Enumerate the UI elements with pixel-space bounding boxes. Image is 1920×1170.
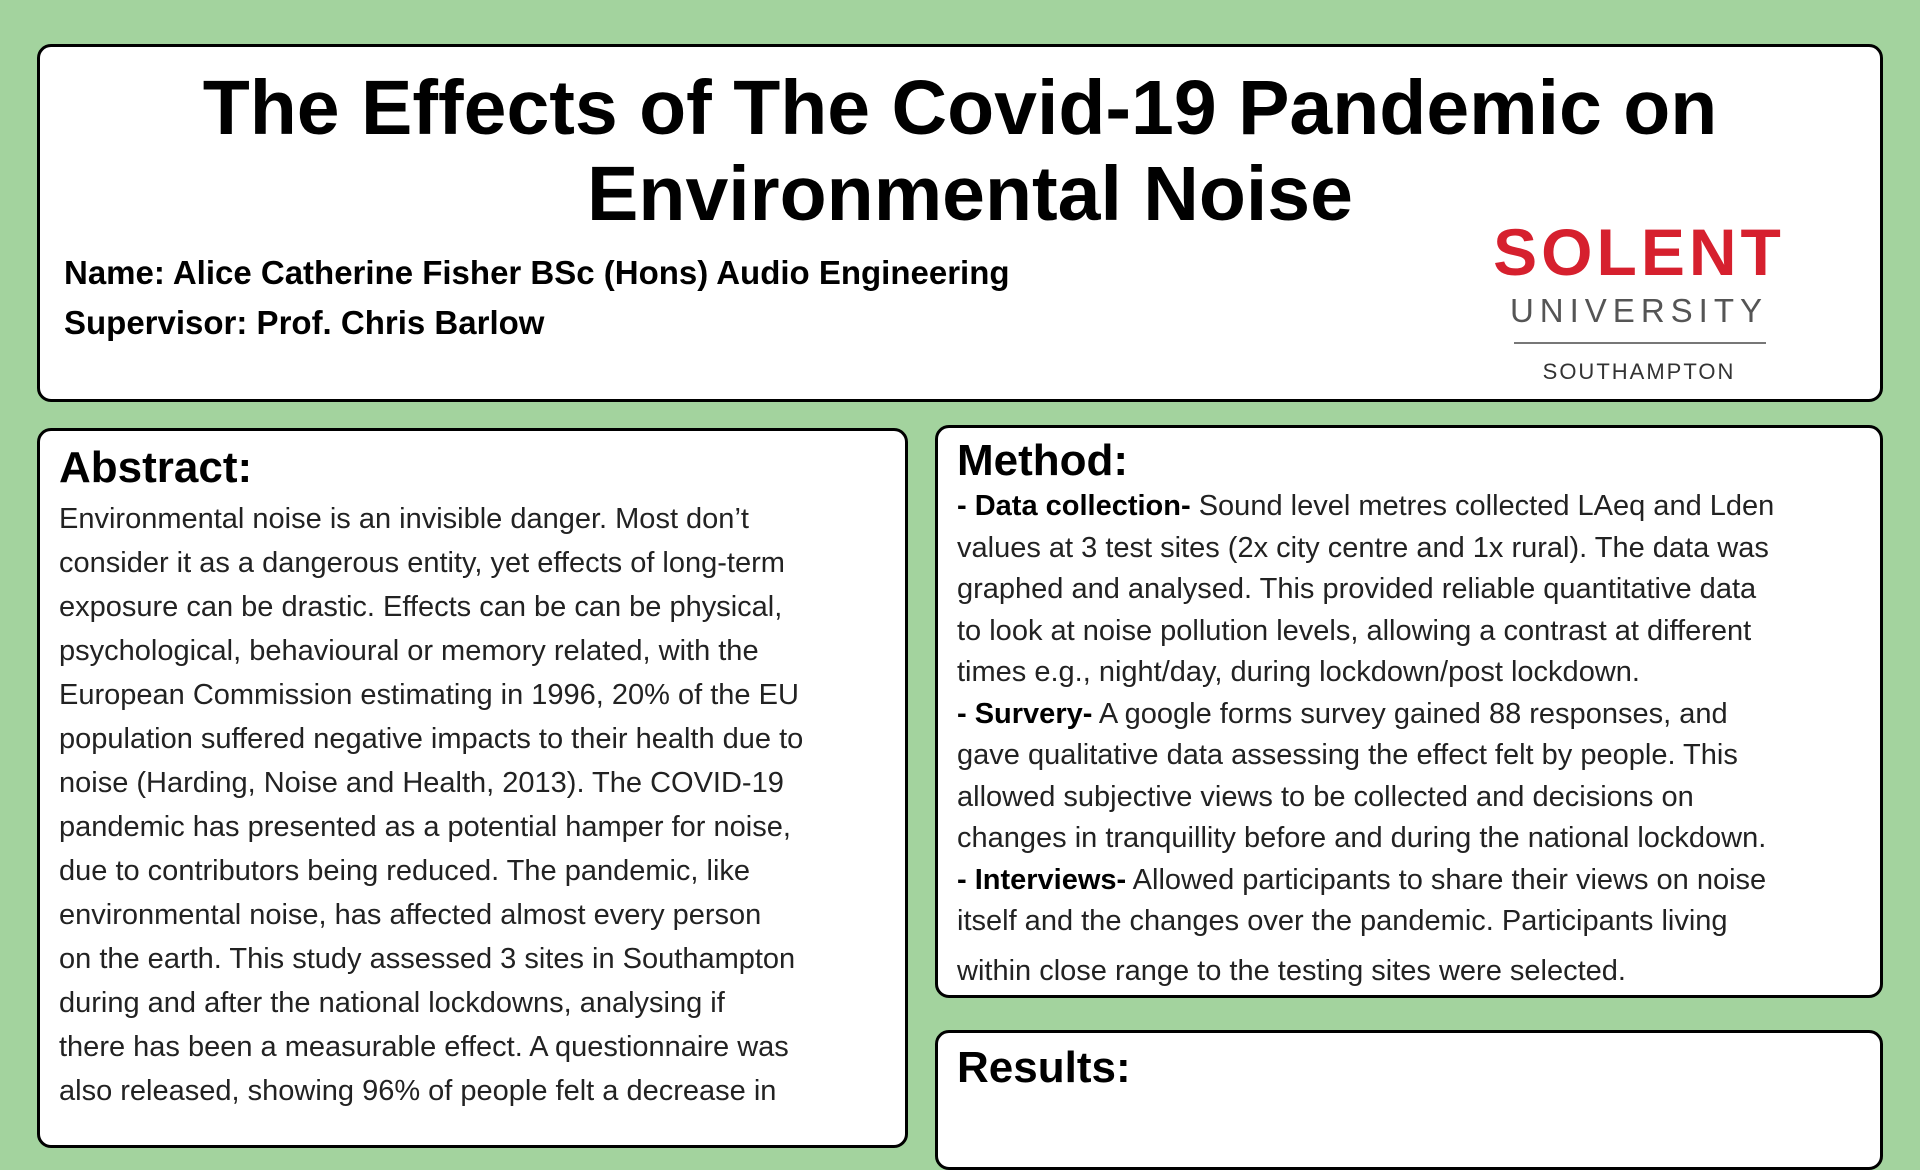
header-panel bbox=[37, 44, 1883, 402]
method-line bbox=[957, 694, 1877, 736]
abstract-line: due to contributors being reduced. The pandemic, like bbox=[59, 855, 751, 887]
method-line-text: Allowed participants to share their views on noise bbox=[1126, 863, 1767, 896]
abstract-line: Environmental noise is an invisible danger. Most don’t bbox=[59, 503, 749, 535]
abstract-line: consider it as a dangerous entity, yet effects of long-term bbox=[59, 547, 785, 579]
method-line: times e.g., night/day, during lockdown/post lockdown. bbox=[957, 656, 1640, 688]
interviews-label: - Interviews- bbox=[957, 863, 1127, 896]
method-line: to look at noise pollution levels, allowing a contrast at different bbox=[957, 614, 1752, 647]
abstract-line: pandemic has presented as a potential hamper for noise, bbox=[59, 811, 791, 843]
method-line: within close range to the testing sites were selected. bbox=[957, 954, 1626, 987]
university-logo bbox=[1474, 177, 1804, 399]
author-name: Name: Alice Catherine Fisher BSc (Hons) Audio Engineering bbox=[64, 254, 1010, 291]
abstract-heading: Abstract: bbox=[59, 443, 253, 492]
abstract-line: there has been a measurable effect. A questionnaire was bbox=[59, 1031, 789, 1063]
results-panel bbox=[935, 1030, 1883, 1170]
abstract-line: also released, showing 96% of people felt a decrease in bbox=[59, 1075, 777, 1107]
logo-wordmark-primary: SOLENT bbox=[1493, 215, 1785, 289]
title-line-1: The Effects of The Covid-19 Pandemic on bbox=[202, 65, 1718, 151]
abstract-line: environmental noise, has affected almost every person bbox=[59, 899, 762, 931]
supervisor-name: Supervisor: Prof. Chris Barlow bbox=[64, 304, 545, 341]
method-panel bbox=[935, 425, 1883, 998]
survey-label: - Survery- bbox=[957, 697, 1093, 730]
method-line bbox=[957, 486, 1877, 528]
title-line-2: Environmental Noise bbox=[587, 151, 1353, 237]
abstract-line: population suffered negative impacts to their health due to bbox=[59, 723, 804, 755]
method-line: graphed and analysed. This provided reliable quantitative data bbox=[957, 573, 1757, 605]
abstract-panel bbox=[37, 428, 908, 1148]
method-line bbox=[957, 860, 1877, 902]
abstract-line: during and after the national lockdowns, analysing if bbox=[59, 987, 725, 1019]
method-line-text: Sound level metres collected LAeq and Lden bbox=[1190, 490, 1775, 522]
logo-wordmark-secondary: UNIVERSITY bbox=[1509, 292, 1769, 329]
abstract-line: psychological, behavioural or memory related, with the bbox=[59, 635, 759, 667]
method-heading: Method: bbox=[957, 436, 1129, 485]
results-heading: Results: bbox=[957, 1043, 1131, 1092]
logo-divider bbox=[1514, 342, 1766, 344]
method-line: changes in tranquillity before and during the national lockdown. bbox=[957, 822, 1767, 854]
method-line: allowed subjective views to be collected and decisions on bbox=[957, 780, 1694, 813]
abstract-line: on the earth. This study assessed 3 sites in Southampton bbox=[59, 943, 796, 975]
abstract-line: noise (Harding, Noise and Health, 2013). The COVID-19 bbox=[59, 767, 784, 799]
abstract-text bbox=[59, 497, 899, 1113]
method-line-text: A google forms survey gained 88 responses, and bbox=[1092, 697, 1728, 730]
method-line: gave qualitative data assessing the effect felt by people. This bbox=[957, 739, 1738, 771]
data-collection-label: - Data collection- bbox=[957, 490, 1191, 522]
method-line: values at 3 test sites (2x city centre and 1x rural). The data was bbox=[957, 531, 1769, 564]
abstract-line: exposure can be drastic. Effects can be can be physical, bbox=[59, 591, 783, 623]
method-text bbox=[957, 486, 1877, 992]
method-line: itself and the changes over the pandemic. Participants living bbox=[957, 905, 1728, 937]
logo-wordmark-tertiary: SOUTHAMPTON bbox=[1542, 359, 1736, 384]
abstract-line: European Commission estimating in 1996, 20% of the EU bbox=[59, 679, 799, 711]
